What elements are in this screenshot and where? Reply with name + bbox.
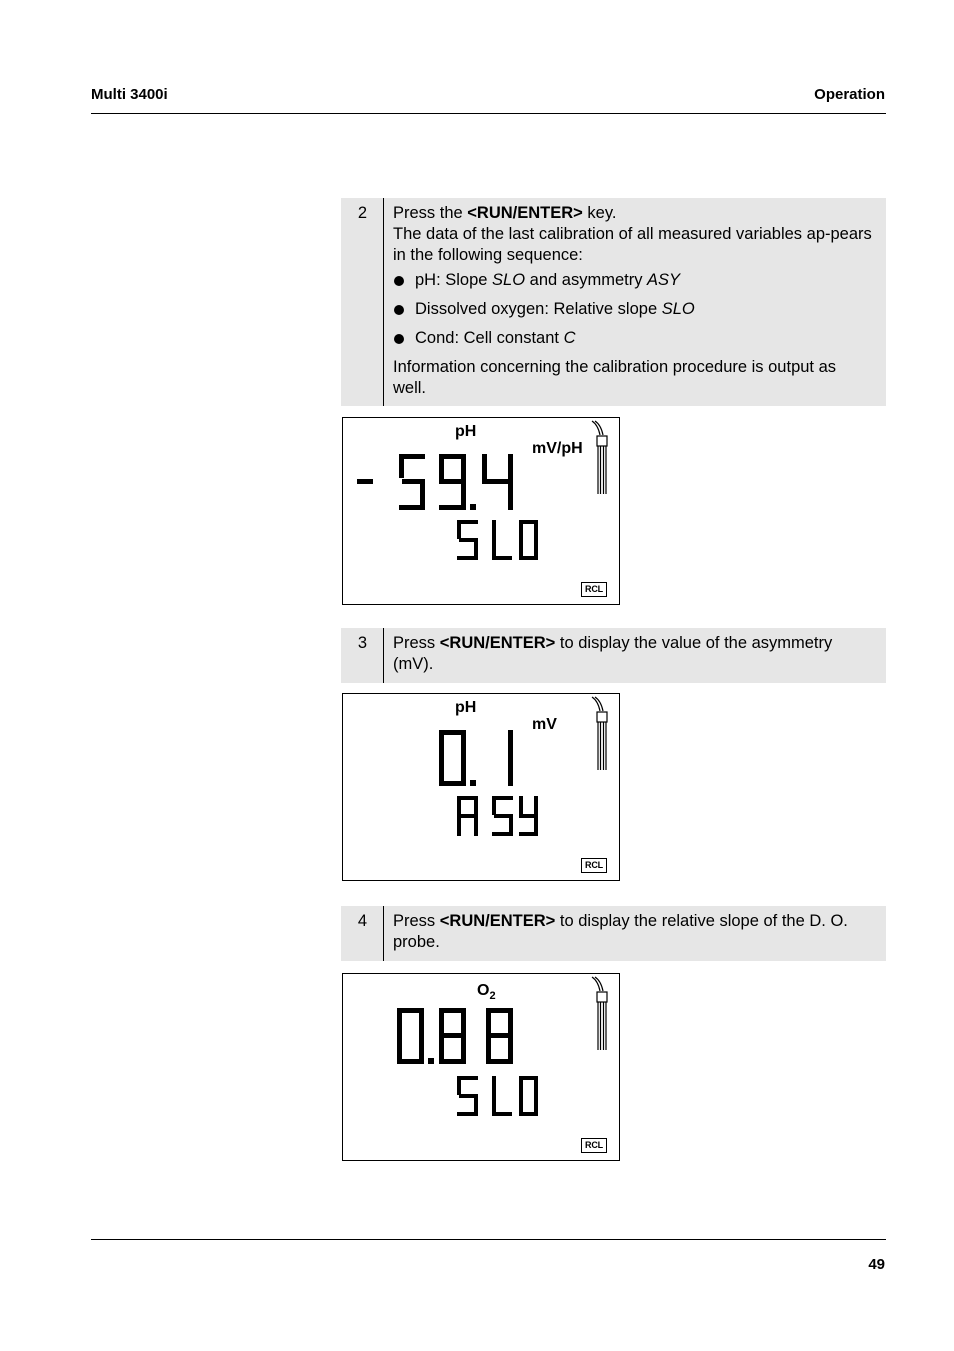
lcd-segments	[343, 974, 619, 1160]
header-section: Operation	[814, 86, 885, 103]
mode-label: pH	[455, 423, 477, 440]
step-4-text: Press <RUN/ENTER> to display the relative slope of the D. O. probe.	[393, 912, 848, 951]
run-enter-key: <RUN/ENTER>	[467, 204, 583, 222]
text-digits	[457, 520, 538, 560]
mode-label: $O_2$	[477, 982, 496, 1003]
list-item: Cond: Cell constant C	[393, 328, 872, 349]
value-digits	[357, 454, 513, 510]
step-4	[341, 906, 886, 961]
electrode-icon	[592, 421, 607, 494]
list-item: Dissolved oxygen: Relative slope SLO	[393, 299, 872, 320]
page-number: 49	[868, 1256, 885, 1273]
value-digits	[439, 730, 513, 786]
bullet-icon	[394, 305, 404, 315]
step-2-info: Information concerning the calibration procedure is output as well.	[393, 358, 837, 397]
electrode-icon	[592, 697, 607, 770]
step-3-text: Press <RUN/ENTER> to display the value of the asymmetry (mV).	[393, 634, 833, 673]
lcd-display-do-slope	[342, 973, 620, 1161]
bullet-icon	[394, 334, 404, 344]
unit-label: mV	[532, 716, 557, 733]
list-item: pH: Slope SLO and asymmetry ASY	[393, 270, 872, 291]
text-digits	[457, 1076, 538, 1116]
lcd-segments	[343, 418, 619, 604]
step-3	[341, 628, 886, 683]
footer-rule	[91, 1239, 886, 1240]
rcl-indicator: RCL	[581, 858, 607, 873]
value-digits	[397, 1008, 513, 1064]
lcd-segments	[343, 694, 619, 880]
step-2-description: The data of the last calibration of all measured variables ap-pears in the following sequence:	[393, 225, 872, 264]
rcl-indicator: RCL	[581, 582, 607, 597]
run-enter-key: <RUN/ENTER>	[439, 912, 556, 930]
rcl-indicator: RCL	[581, 1138, 607, 1153]
lcd-display-slope-ph	[342, 417, 620, 605]
step-2	[341, 198, 886, 406]
electrode-icon	[592, 977, 607, 1050]
step-number: 4	[341, 906, 384, 961]
header-title: Multi 3400i	[91, 86, 168, 103]
step-2-line1: Press the <RUN/ENTER> key.	[393, 204, 617, 222]
lcd-display-asymmetry	[342, 693, 620, 881]
mode-label: pH	[455, 699, 477, 716]
header-rule	[91, 113, 886, 114]
unit-label: mV/pH	[532, 440, 583, 457]
text-digits	[457, 796, 538, 836]
run-enter-key: <RUN/ENTER>	[439, 634, 556, 652]
bullet-icon	[394, 276, 404, 286]
step-number: 2	[341, 198, 384, 406]
sequence-list	[393, 270, 872, 349]
step-number: 3	[341, 628, 384, 683]
